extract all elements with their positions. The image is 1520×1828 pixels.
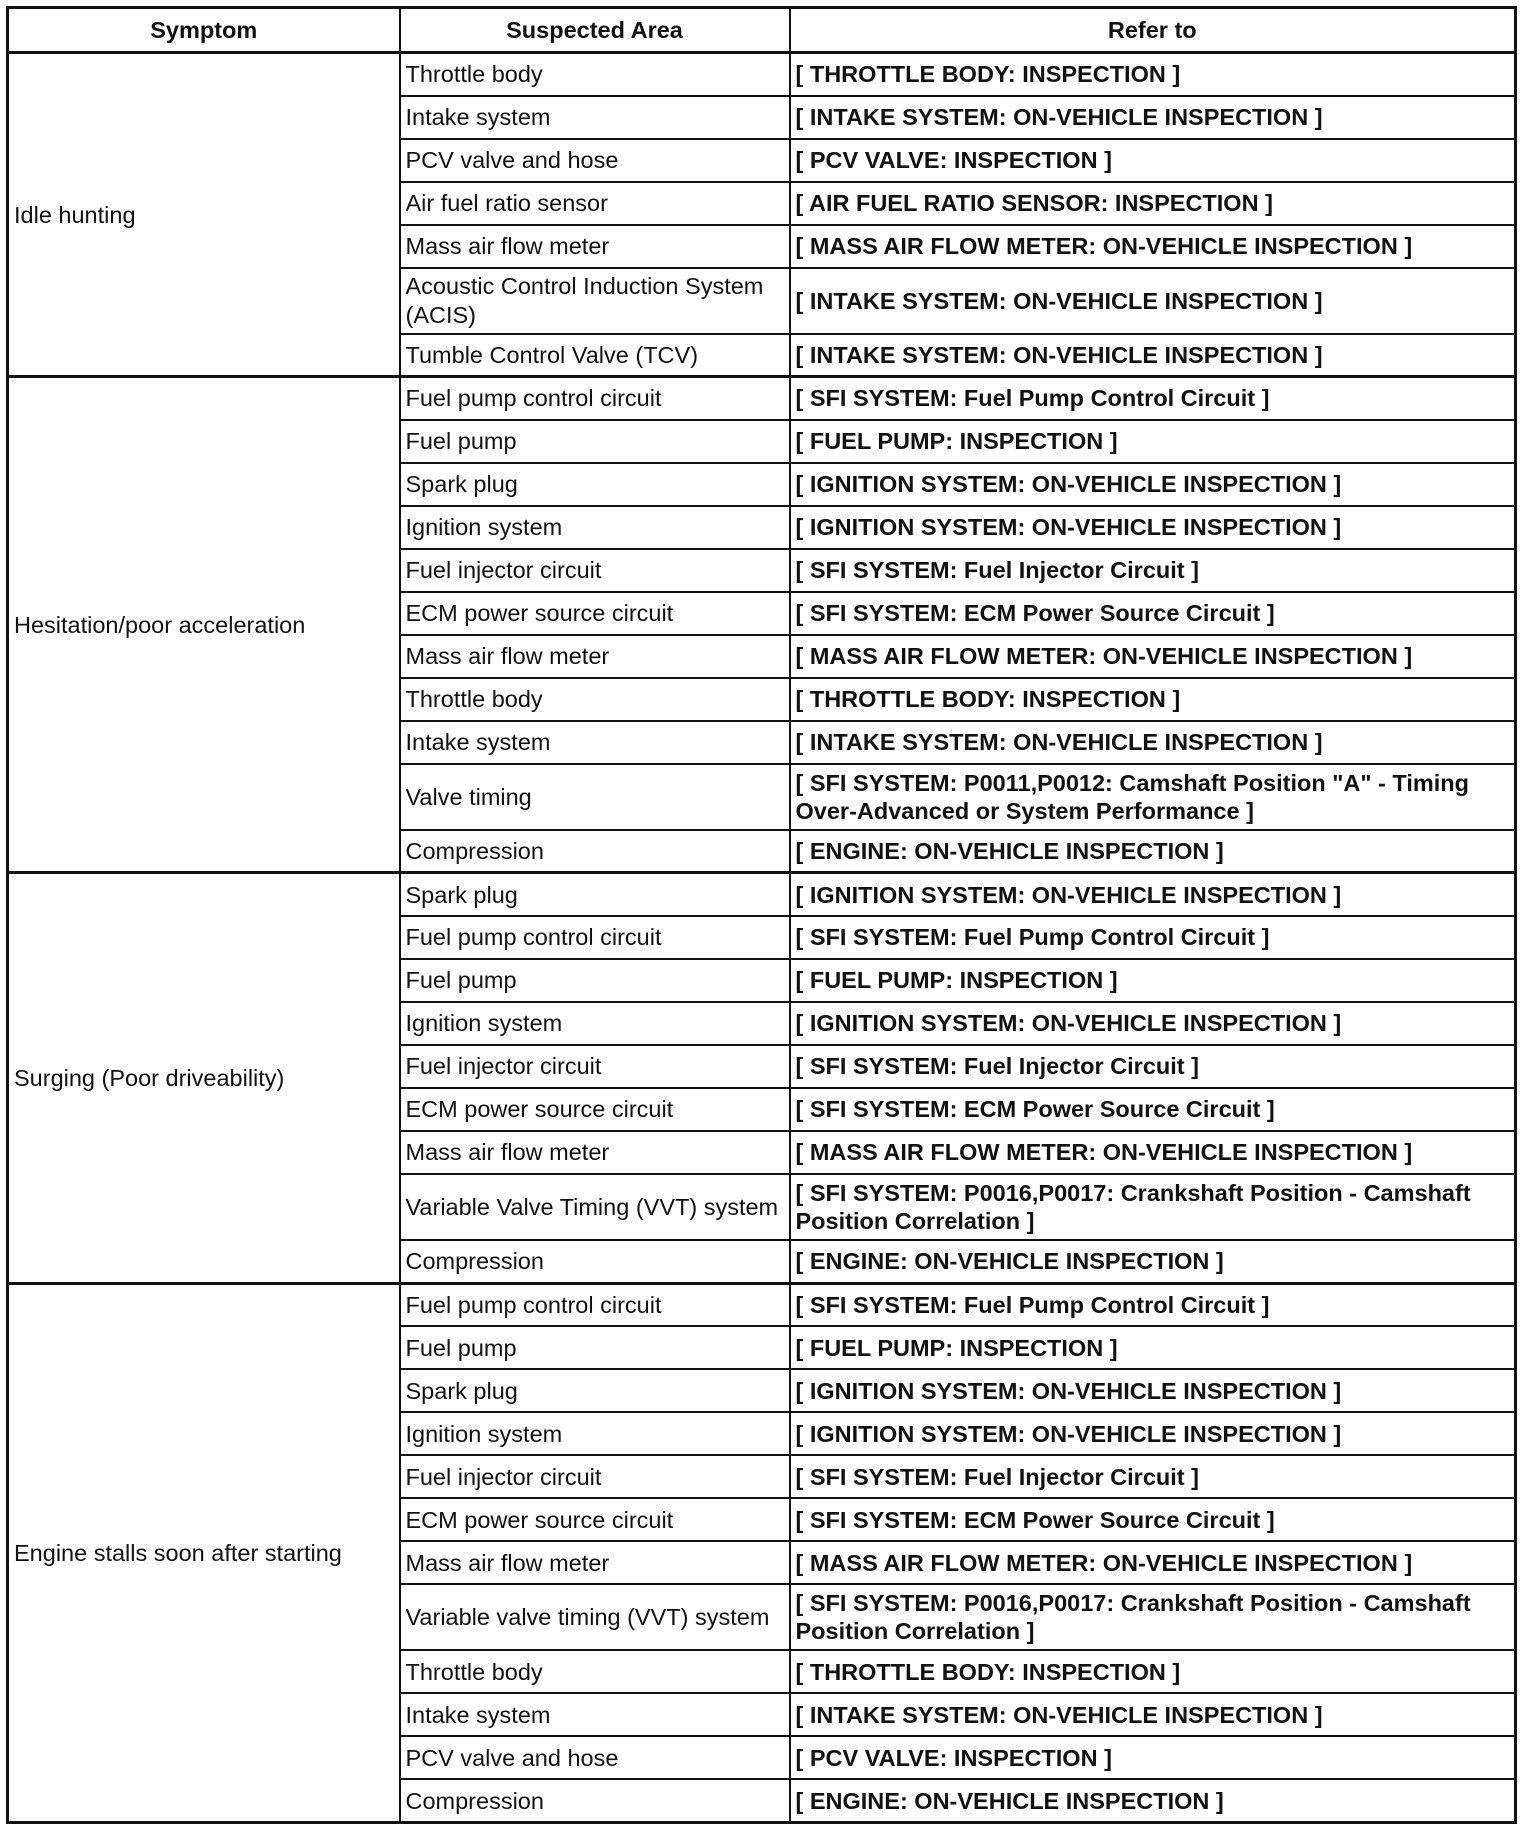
header-symptom: Symptom [8,8,400,53]
suspected-area-cell: Fuel pump control circuit [400,1283,790,1326]
suspected-area-cell: Spark plug [400,873,790,916]
refer-to-cell: [ INTAKE SYSTEM: ON-VEHICLE INSPECTION ] [790,1693,1516,1736]
symptom-cell: Hesitation/poor acceleration [8,377,400,873]
suspected-area-cell: PCV valve and hose [400,1736,790,1779]
suspected-area-cell: Throttle body [400,53,790,96]
refer-to-cell: [ MASS AIR FLOW METER: ON-VEHICLE INSPECTION ] [790,1541,1516,1584]
suspected-area-cell: Fuel pump control circuit [400,916,790,959]
refer-to-cell: [ SFI SYSTEM: Fuel Pump Control Circuit ] [790,1283,1516,1326]
suspected-area-cell: Spark plug [400,463,790,506]
suspected-area-cell: Compression [400,1240,790,1283]
refer-to-cell: [ INTAKE SYSTEM: ON-VEHICLE INSPECTION ] [790,268,1516,334]
refer-to-cell: [ IGNITION SYSTEM: ON-VEHICLE INSPECTION ] [790,1002,1516,1045]
refer-to-cell: [ ENGINE: ON-VEHICLE INSPECTION ] [790,1779,1516,1822]
refer-to-cell: [ SFI SYSTEM: Fuel Injector Circuit ] [790,1045,1516,1088]
refer-to-cell: [ THROTTLE BODY: INSPECTION ] [790,1650,1516,1693]
suspected-area-cell: Variable Valve Timing (VVT) system [400,1174,790,1240]
refer-to-cell: [ THROTTLE BODY: INSPECTION ] [790,678,1516,721]
table-body [8,53,1516,1823]
suspected-area-cell: Acoustic Control Induction System (ACIS) [400,268,790,334]
table-row [8,873,1516,916]
refer-to-cell: [ INTAKE SYSTEM: ON-VEHICLE INSPECTION ] [790,96,1516,139]
suspected-area-cell: Ignition system [400,506,790,549]
refer-to-cell: [ IGNITION SYSTEM: ON-VEHICLE INSPECTION ] [790,1412,1516,1455]
suspected-area-cell: ECM power source circuit [400,1498,790,1541]
suspected-area-cell: Fuel injector circuit [400,549,790,592]
suspected-area-cell: Valve timing [400,764,790,830]
table-row [8,377,1516,420]
suspected-area-cell: ECM power source circuit [400,592,790,635]
refer-to-cell: [ FUEL PUMP: INSPECTION ] [790,1326,1516,1369]
suspected-area-cell: Mass air flow meter [400,1131,790,1174]
refer-to-cell: [ THROTTLE BODY: INSPECTION ] [790,53,1516,96]
refer-to-cell: [ MASS AIR FLOW METER: ON-VEHICLE INSPECTION ] [790,1131,1516,1174]
refer-to-cell: [ ENGINE: ON-VEHICLE INSPECTION ] [790,1240,1516,1283]
symptom-cell: Surging (Poor driveability) [8,873,400,1283]
refer-to-cell: [ IGNITION SYSTEM: ON-VEHICLE INSPECTION ] [790,506,1516,549]
refer-to-cell: [ SFI SYSTEM: P0011,P0012: Camshaft Position "A" - Timing Over-Advanced or System Performance ] [790,764,1516,830]
suspected-area-cell: Throttle body [400,678,790,721]
symptom-table [6,6,1517,1824]
refer-to-cell: [ SFI SYSTEM: Fuel Pump Control Circuit ] [790,916,1516,959]
suspected-area-cell: Fuel injector circuit [400,1455,790,1498]
suspected-area-cell: Tumble Control Valve (TCV) [400,334,790,377]
suspected-area-cell: Intake system [400,1693,790,1736]
table-row [8,1283,1516,1326]
header-suspected-area: Suspected Area [400,8,790,53]
suspected-area-cell: Throttle body [400,1650,790,1693]
symptom-cell: Idle hunting [8,53,400,377]
suspected-area-cell: Spark plug [400,1369,790,1412]
suspected-area-cell: ECM power source circuit [400,1088,790,1131]
suspected-area-cell: Compression [400,1779,790,1822]
suspected-area-cell: Air fuel ratio sensor [400,182,790,225]
suspected-area-cell: PCV valve and hose [400,139,790,182]
suspected-area-cell: Fuel pump [400,1326,790,1369]
refer-to-cell: [ SFI SYSTEM: P0016,P0017: Crankshaft Position - Camshaft Position Correlation ] [790,1174,1516,1240]
suspected-area-cell: Variable valve timing (VVT) system [400,1584,790,1650]
refer-to-cell: [ SFI SYSTEM: Fuel Injector Circuit ] [790,1455,1516,1498]
refer-to-cell: [ IGNITION SYSTEM: ON-VEHICLE INSPECTION ] [790,1369,1516,1412]
suspected-area-cell: Compression [400,830,790,873]
refer-to-cell: [ PCV VALVE: INSPECTION ] [790,139,1516,182]
suspected-area-cell: Fuel injector circuit [400,1045,790,1088]
refer-to-cell: [ SFI SYSTEM: Fuel Injector Circuit ] [790,549,1516,592]
refer-to-cell: [ SFI SYSTEM: ECM Power Source Circuit ] [790,1088,1516,1131]
refer-to-cell: [ ENGINE: ON-VEHICLE INSPECTION ] [790,830,1516,873]
suspected-area-cell: Ignition system [400,1412,790,1455]
header-row [8,8,1516,53]
suspected-area-cell: Mass air flow meter [400,225,790,268]
refer-to-cell: [ IGNITION SYSTEM: ON-VEHICLE INSPECTION ] [790,463,1516,506]
refer-to-cell: [ FUEL PUMP: INSPECTION ] [790,420,1516,463]
refer-to-cell: [ SFI SYSTEM: Fuel Pump Control Circuit ] [790,377,1516,420]
table-row [8,53,1516,96]
refer-to-cell: [ AIR FUEL RATIO SENSOR: INSPECTION ] [790,182,1516,225]
suspected-area-cell: Ignition system [400,1002,790,1045]
header-refer-to: Refer to [790,8,1516,53]
suspected-area-cell: Fuel pump [400,420,790,463]
refer-to-cell: [ INTAKE SYSTEM: ON-VEHICLE INSPECTION ] [790,721,1516,764]
refer-to-cell: [ MASS AIR FLOW METER: ON-VEHICLE INSPECTION ] [790,225,1516,268]
suspected-area-cell: Mass air flow meter [400,635,790,678]
refer-to-cell: [ SFI SYSTEM: P0016,P0017: Crankshaft Position - Camshaft Position Correlation ] [790,1584,1516,1650]
suspected-area-cell: Intake system [400,721,790,764]
refer-to-cell: [ SFI SYSTEM: ECM Power Source Circuit ] [790,592,1516,635]
suspected-area-cell: Mass air flow meter [400,1541,790,1584]
suspected-area-cell: Intake system [400,96,790,139]
refer-to-cell: [ FUEL PUMP: INSPECTION ] [790,959,1516,1002]
refer-to-cell: [ IGNITION SYSTEM: ON-VEHICLE INSPECTION ] [790,873,1516,916]
suspected-area-cell: Fuel pump [400,959,790,1002]
suspected-area-cell: Fuel pump control circuit [400,377,790,420]
refer-to-cell: [ PCV VALVE: INSPECTION ] [790,1736,1516,1779]
refer-to-cell: [ INTAKE SYSTEM: ON-VEHICLE INSPECTION ] [790,334,1516,377]
refer-to-cell: [ MASS AIR FLOW METER: ON-VEHICLE INSPECTION ] [790,635,1516,678]
symptom-cell: Engine stalls soon after starting [8,1283,400,1822]
refer-to-cell: [ SFI SYSTEM: ECM Power Source Circuit ] [790,1498,1516,1541]
